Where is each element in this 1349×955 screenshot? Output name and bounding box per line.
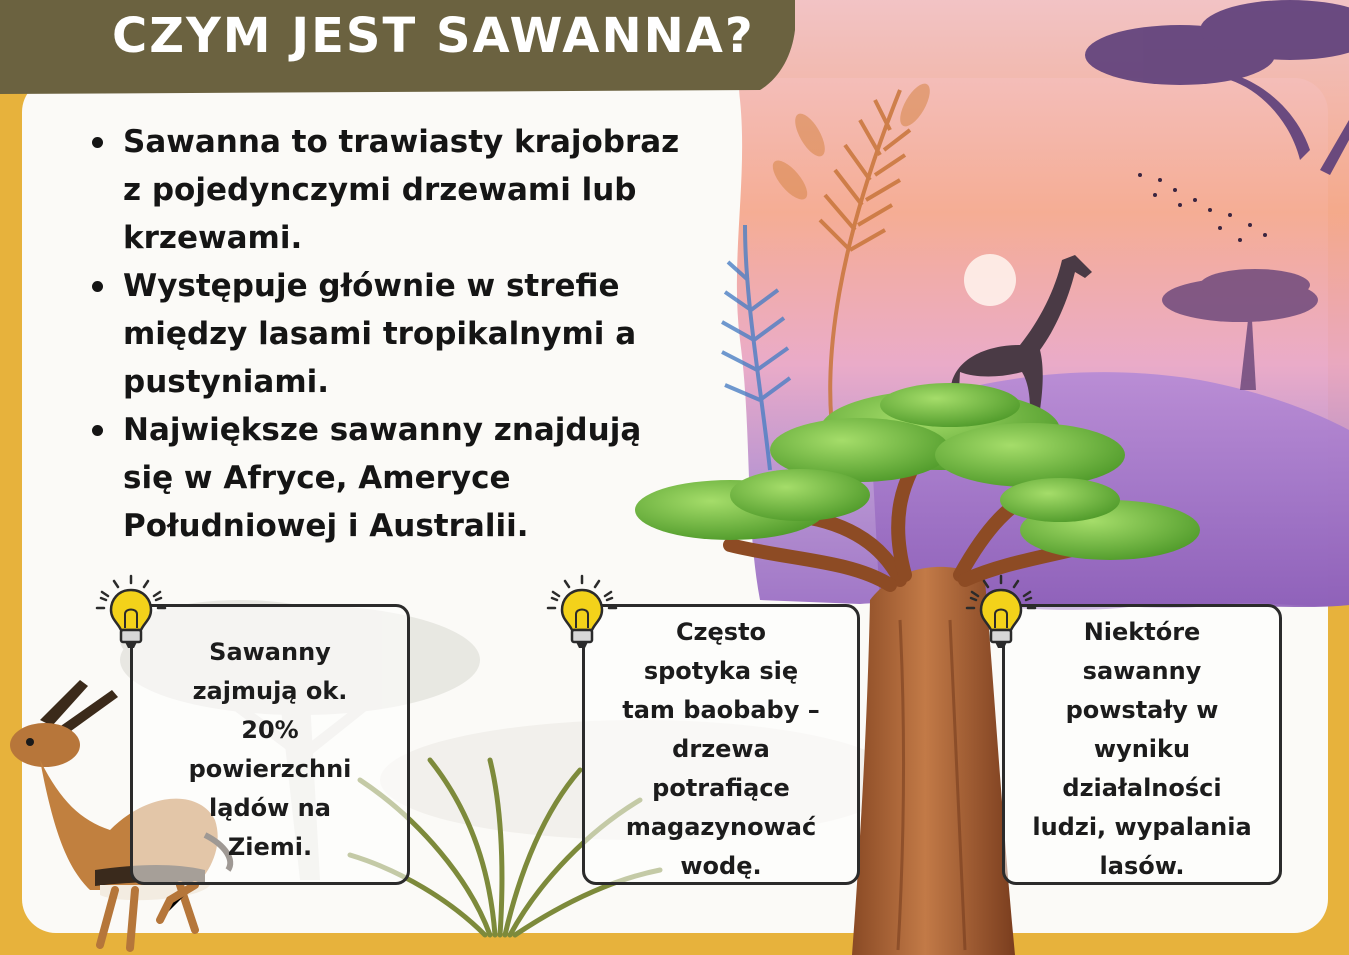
fact-line: wodę. bbox=[680, 852, 762, 880]
bullet-line: się w Afryce, Ameryce bbox=[123, 460, 511, 496]
fact-text bbox=[1005, 613, 1279, 886]
fact-box-3 bbox=[1002, 604, 1282, 885]
bullet-list bbox=[90, 118, 690, 550]
bullet-line: między lasami tropikalnymi a bbox=[123, 316, 637, 352]
fact-line: 20% bbox=[241, 716, 299, 744]
bullet-line: Sawanna to trawiasty krajobraz bbox=[123, 124, 680, 160]
fact-line: działalności bbox=[1062, 774, 1222, 802]
fact-line: powierzchni bbox=[188, 755, 352, 783]
fact-line: wyniku bbox=[1093, 735, 1191, 763]
bullet-dot bbox=[92, 137, 103, 148]
fact-line: ludzi, wypalania bbox=[1032, 813, 1252, 841]
fact-line: drzewa bbox=[672, 735, 770, 763]
lightbulb-icon bbox=[92, 572, 170, 654]
fact-text bbox=[133, 633, 407, 867]
lightbulb-icon bbox=[962, 572, 1040, 654]
fact-line: lądów na bbox=[209, 794, 331, 822]
fact-line: tam baobaby – bbox=[622, 696, 820, 724]
fact-line: lasów. bbox=[1099, 852, 1185, 880]
fact-text bbox=[585, 613, 857, 886]
fact-line: Ziemi. bbox=[227, 833, 313, 861]
bullet-line: z pojedynczymi drzewami lub bbox=[123, 172, 637, 208]
page-title: CZYM JEST SAWANNA? bbox=[112, 8, 755, 64]
bullet-item bbox=[90, 262, 690, 406]
fact-line: Często bbox=[675, 618, 767, 646]
fact-line: powstały w bbox=[1065, 696, 1219, 724]
fact-line: spotyka się bbox=[643, 657, 799, 685]
fact-line: zajmują ok. bbox=[192, 677, 348, 705]
bullet-item bbox=[90, 406, 690, 550]
fact-line: magazynować bbox=[625, 813, 817, 841]
lightbulb-icon bbox=[543, 572, 621, 654]
fact-line: Sawanny bbox=[209, 638, 331, 666]
bullet-item bbox=[90, 118, 690, 262]
bullet-line: pustyniami. bbox=[123, 364, 330, 400]
fact-line: Niektóre bbox=[1083, 618, 1201, 646]
bullet-line: krzewami. bbox=[123, 220, 303, 256]
bullet-dot bbox=[92, 281, 103, 292]
bullet-line: Występuje głównie w strefie bbox=[123, 268, 620, 304]
fact-box-2 bbox=[582, 604, 860, 885]
fact-line: potrafiące bbox=[652, 774, 790, 802]
fact-box-1 bbox=[130, 604, 410, 885]
bullet-line: Największe sawanny znajdują bbox=[123, 412, 642, 448]
bullet-line: Południowej i Australii. bbox=[123, 508, 529, 544]
bullet-dot bbox=[92, 425, 103, 436]
fact-line: sawanny bbox=[1082, 657, 1202, 685]
